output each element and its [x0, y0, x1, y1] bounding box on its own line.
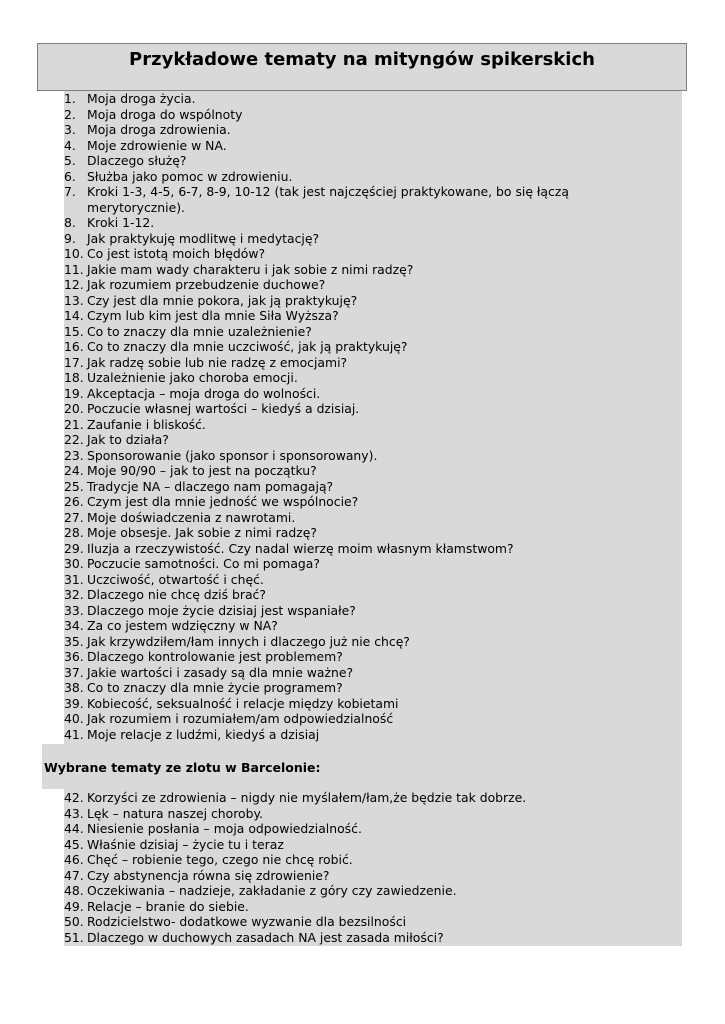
list-item [64, 293, 664, 309]
item-number: 35. [64, 633, 84, 649]
item-number: 38. [64, 680, 84, 695]
item-number: 11. [64, 261, 84, 277]
list-item [64, 215, 664, 231]
item-text: Dlaczego nie chcę dziś brać? [87, 587, 266, 602]
item-text: Niesienie posłania – moja odpowiedzialność. [87, 821, 362, 836]
list-item [64, 324, 664, 340]
item-number: 32. [64, 587, 84, 602]
item-number: 29. [64, 540, 84, 556]
list-item [64, 634, 664, 650]
list-item [64, 308, 664, 324]
item-number: 23. [64, 447, 84, 463]
list-item [64, 930, 664, 946]
item-number: 27. [64, 509, 84, 525]
list-item [64, 494, 664, 510]
list-item [64, 556, 664, 572]
list-item [64, 790, 664, 806]
item-text: Moje doświadczenia z nawrotami. [87, 509, 296, 525]
item-text: Właśnie dzisiaj – życie tu i teraz [87, 836, 284, 852]
item-number: 34. [64, 618, 84, 633]
item-number: 20. [64, 401, 84, 416]
list-item [64, 665, 664, 681]
item-text: Uczciwość, otwartość i chęć. [87, 571, 264, 587]
item-number: 19. [64, 385, 84, 401]
item-text: Akceptacja – moja droga do wolności. [87, 385, 321, 401]
list-item [64, 727, 664, 743]
item-number: 37. [64, 664, 84, 680]
item-text: Jak rozumiem przebudzenie duchowe? [87, 277, 326, 292]
list-item [64, 914, 664, 930]
list-item [64, 868, 664, 884]
item-number: 48. [64, 883, 84, 898]
item-number: 18. [64, 370, 84, 385]
item-number: 1. [64, 91, 76, 106]
item-number: 22. [64, 432, 84, 447]
item-number: 50. [64, 914, 84, 929]
list-item [64, 680, 664, 696]
item-text: Jak praktykuję modlitwę i medytację? [87, 230, 320, 246]
item-text: Kobiecość, seksualność i relacje między kobietami [87, 695, 399, 711]
list-item [64, 448, 664, 464]
item-text: Jakie mam wady charakteru i jak sobie z nimi radzę? [87, 261, 414, 277]
list-item [64, 386, 664, 402]
item-number: 16. [64, 339, 84, 354]
item-number: 42. [64, 790, 84, 805]
item-number: 44. [64, 821, 84, 836]
item-text: Czym jest dla mnie jedność we wspólnocie? [87, 494, 359, 509]
list-item [64, 899, 664, 915]
list-item [64, 696, 664, 712]
item-text: Służba jako pomoc w zdrowieniu. [87, 168, 293, 184]
item-text: Oczekiwania – nadzieje, zakładanie z góry czy zawiedzenie. [87, 883, 457, 898]
list-item [64, 107, 664, 123]
item-number: 46. [64, 852, 84, 867]
item-number: 33. [64, 602, 84, 618]
item-number: 5. [64, 153, 76, 168]
item-text: Poczucie własnej wartości – kiedyś a dzisiaj. [87, 401, 360, 416]
item-number: 17. [64, 354, 84, 370]
list-item [64, 417, 664, 433]
list-item [64, 837, 664, 853]
item-text: Tradycje NA – dlaczego nam pomagają? [87, 478, 334, 494]
item-text: Uzależnienie jako choroba emocji. [87, 370, 298, 385]
item-text: Co jest istotą moich błędów? [87, 246, 266, 261]
list-item [64, 852, 664, 868]
section-heading: Wybrane tematy ze zlotu w Barcelonie: [44, 760, 321, 775]
item-text: Jak krzywdziłem/łam innych i dlaczego już nie chcę? [87, 633, 410, 649]
item-number: 8. [64, 215, 76, 230]
barcelona-topics-list [64, 790, 664, 945]
item-number: 6. [64, 168, 76, 184]
item-number: 40. [64, 711, 84, 726]
page-title: Przykładowe tematy na mityngów spikerskich [129, 49, 595, 70]
item-number: 47. [64, 867, 84, 883]
item-text: Moje relacje z ludźmi, kiedyś a dzisiaj [87, 726, 320, 742]
list-item [64, 401, 664, 417]
list-item [64, 339, 664, 355]
item-number: 28. [64, 525, 84, 540]
item-text: Moja droga życia. [87, 91, 196, 106]
list-item [64, 821, 664, 837]
title-box [37, 43, 687, 91]
item-number: 3. [64, 122, 76, 137]
item-number: 13. [64, 292, 84, 308]
item-number: 39. [64, 695, 84, 711]
list-item [64, 541, 664, 557]
item-text: Zaufanie i bliskość. [87, 416, 206, 432]
item-text: Chęć – robienie tego, czego nie chcę robić. [87, 852, 353, 867]
item-number: 30. [64, 556, 84, 571]
list-item [64, 153, 664, 169]
item-number: 9. [64, 230, 76, 246]
item-text: Iluzja a rzeczywistość. Czy nadal wierzę moim własnym kłamstwom? [87, 540, 514, 556]
item-text: Relacje – branie do siebie. [87, 898, 249, 914]
item-text: Jak radzę sobie lub nie radzę z emocjami? [87, 354, 348, 370]
list-item [64, 711, 664, 727]
item-text: Poczucie samotności. Co mi pomaga? [87, 556, 320, 571]
list-item [64, 138, 664, 154]
item-text: Dlaczego moje życie dzisiaj jest wspaniałe? [87, 602, 356, 618]
item-text: Rodzicielstwo- dodatkowe wyzwanie dla bezsilności [87, 914, 407, 929]
item-number: 25. [64, 478, 84, 494]
list-item [64, 806, 664, 822]
item-number: 49. [64, 898, 84, 914]
list-item [64, 246, 664, 262]
item-number: 2. [64, 106, 76, 122]
list-item [64, 525, 664, 541]
list-item [64, 587, 664, 603]
item-text: Jak rozumiem i rozumiałem/am odpowiedzialność [87, 711, 394, 726]
item-text: Moje obsesje. Jak sobie z nimi radzę? [87, 525, 317, 540]
item-text: Korzyści ze zdrowienia – nigdy nie myślałem/łam,że będzie tak dobrze. [87, 790, 527, 805]
item-number: 4. [64, 137, 76, 153]
item-number: 12. [64, 277, 84, 292]
item-text: Moje zdrowienie w NA. [87, 137, 227, 153]
list-item [64, 91, 664, 107]
list-item [64, 603, 664, 619]
list-item [64, 479, 664, 495]
list-item [64, 510, 664, 526]
item-text: Kroki 1-3, 4-5, 6-7, 8-9, 10-12 (tak jest najczęściej praktykowane, bo się łączą merytorycznie). [87, 184, 569, 215]
list-item [64, 572, 664, 588]
item-text: Dlaczego kontrolowanie jest problemem? [87, 649, 343, 664]
item-number: 45. [64, 836, 84, 852]
item-number: 26. [64, 494, 84, 509]
list-item [64, 122, 664, 138]
item-text: Czym lub kim jest dla mnie Siła Wyższa? [87, 308, 339, 323]
list-item [64, 262, 664, 278]
list-item [64, 649, 664, 665]
item-number: 14. [64, 308, 84, 323]
item-text: Dlaczego w duchowych zasadach NA jest zasada miłości? [87, 929, 444, 945]
list-item [64, 618, 664, 634]
item-text: Co to znaczy dla mnie uzależnienie? [87, 323, 312, 339]
item-text: Co to znaczy dla mnie życie programem? [87, 680, 343, 695]
list-item [64, 169, 664, 185]
item-number: 24. [64, 463, 84, 478]
item-text: Jakie wartości i zasady są dla mnie ważne? [87, 664, 354, 680]
item-text: Sponsorowanie (jako sponsor i sponsorowany). [87, 447, 378, 463]
item-number: 21. [64, 416, 84, 432]
item-text: Czy jest dla mnie pokora, jak ją praktykuję? [87, 292, 358, 308]
item-number: 41. [64, 726, 84, 742]
item-number: 10. [64, 246, 84, 261]
item-number: 7. [64, 184, 76, 199]
list-item [64, 277, 664, 293]
list-item [64, 355, 664, 371]
item-text: Za co jestem wdzięczny w NA? [87, 618, 278, 633]
list-item [64, 370, 664, 386]
topics-list [64, 91, 664, 742]
list-item [64, 432, 664, 448]
item-number: 36. [64, 649, 84, 664]
item-text: Kroki 1-12. [87, 215, 155, 230]
item-text: Moja droga do wspólnoty [87, 106, 243, 122]
item-text: Co to znaczy dla mnie uczciwość, jak ją praktykuję? [87, 339, 408, 354]
list-item [64, 231, 664, 247]
list-item [64, 463, 664, 479]
item-text: Dlaczego służę? [87, 153, 187, 168]
item-number: 43. [64, 805, 84, 821]
item-number: 51. [64, 929, 84, 945]
list-item [64, 883, 664, 899]
list-item [64, 184, 664, 215]
item-text: Moja droga zdrowienia. [87, 122, 231, 137]
item-number: 31. [64, 571, 84, 587]
item-text: Czy abstynencja równa się zdrowienie? [87, 867, 330, 883]
item-text: Jak to działa? [87, 432, 169, 447]
item-text: Lęk – natura naszej choroby. [87, 805, 263, 821]
item-text: Moje 90/90 – jak to jest na początku? [87, 463, 317, 478]
item-number: 15. [64, 323, 84, 339]
